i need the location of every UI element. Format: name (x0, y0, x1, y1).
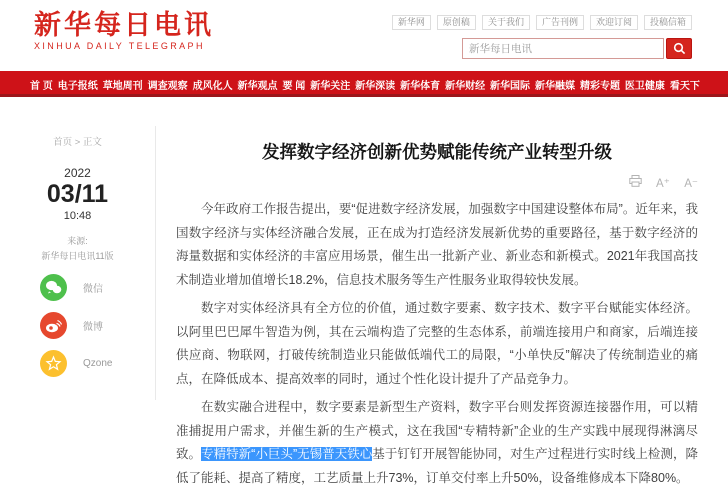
site-logo-subtitle: XINHUA DAILY TELEGRAPH (34, 41, 205, 51)
top-link-original[interactable]: 原创稿 (437, 15, 476, 30)
top-link-about[interactable]: 关于我们 (482, 15, 530, 30)
nav-item-xinhua-views[interactable]: 新华观点 (237, 80, 278, 92)
share-wechat-label: 微信 (83, 284, 103, 295)
weibo-icon (40, 312, 67, 339)
nav-item-xinhua-focus[interactable]: 新华关注 (310, 80, 351, 92)
article-body (176, 198, 698, 490)
nav-item-special-topics[interactable]: 精彩专题 (579, 80, 620, 92)
print-button[interactable] (629, 175, 642, 190)
paragraph-1: 今年政府工作报告提出，要“促进数字经济发展，加强数字中国建设整体布局”。近年来，我国数字经济与实体经济融合发展，正在成为打造经济发展新优势的重要路径，基于数字经济的海量数据和实体经济的丰富应用场景，催生出一批新产业、新业态和新模式。2021年我国高技术制造业增加值增长18.2%，信息技术服务等生产性服务业取得较快发展。 (176, 202, 698, 287)
share-wechat-button[interactable] (40, 274, 155, 301)
nav-item-home[interactable]: 首 页 (30, 80, 53, 92)
share-weibo-label: 微博 (83, 322, 103, 333)
article-main (176, 140, 698, 495)
paragraph-3 (176, 396, 698, 490)
wechat-icon (40, 274, 67, 301)
nav-item-caodi-weekly[interactable]: 草地周刊 (102, 80, 143, 92)
article-title: 发挥数字经济创新优势赋能传统产业转型升级 (262, 142, 612, 162)
article-tools (176, 174, 698, 190)
font-decrease-button[interactable]: A⁻ (684, 177, 698, 190)
qzone-star-icon (40, 350, 67, 377)
search-bar (462, 38, 692, 59)
breadcrumb-home[interactable]: 首页 (53, 137, 73, 148)
search-input[interactable] (462, 38, 664, 59)
paragraph-3-selected-text[interactable]: 专精特新“小巨头”无锡普天铁心 (201, 447, 373, 461)
nav-item-top-news[interactable]: 要 闻 (282, 80, 306, 92)
nav-item-chengfenghuaren[interactable]: 成风化人 (192, 80, 233, 92)
nav-item-xinhua-sports[interactable]: 新华体育 (400, 80, 441, 92)
search-icon (673, 42, 686, 55)
share-qzone-button[interactable] (40, 350, 155, 377)
share-panel (40, 274, 155, 377)
top-link-xinhuanet[interactable]: 新华网 (392, 15, 431, 30)
site-logo[interactable] (34, 11, 214, 51)
paragraph-2: 数字对实体经济具有全方位的价值，通过数字要素、数字技术、数字平台赋能实体经济。以阿里巴巴犀牛智造为例，其在云端构造了完整的生态体系，前端连接用户和商家，后端连接供应商、物联网，打破传统制造业只能做低端代工的局限，“小单快反”解决了传统制造业的痛点，在降低成本、提高效率的同时，通过个性化设计提升了产品竞争力。 (176, 301, 698, 386)
nav-item-xinhua-intl[interactable]: 新华国际 (490, 80, 531, 92)
nav-item-survey[interactable]: 调查观察 (147, 80, 188, 92)
breadcrumb (0, 134, 155, 148)
article-time: 10:48 (63, 210, 92, 222)
share-weibo-button[interactable] (40, 312, 155, 339)
article-year: 2022 (64, 166, 91, 180)
share-qzone-label: Qzone (83, 358, 113, 369)
search-button[interactable] (666, 38, 692, 59)
top-link-contribute[interactable]: 投稿信箱 (644, 15, 692, 30)
left-rail (0, 126, 155, 388)
header-top-links (392, 15, 692, 30)
nav-item-xinhua-deepread[interactable]: 新华深读 (355, 80, 396, 92)
nav-item-xinhua-media[interactable]: 新华融媒 (535, 80, 575, 92)
source-label: 来源: (67, 236, 88, 246)
main-nav (0, 71, 728, 97)
nav-item-e-paper[interactable]: 电子报纸 (57, 80, 98, 92)
source-value: 新华每日电讯11版 (41, 251, 114, 261)
paragraph-3-after: 基于钉钉开展智能协同，对生产过程进行实时线上检测，降低了能耗、提高了精度，工艺质量上升73%，订单交付率上升50%，设备维修成本下降80%。 (176, 447, 698, 485)
breadcrumb-current: 正文 (82, 137, 102, 148)
paragraph-3-before: 在数实融合进程中，数字要素是新型生产资料，数字平台则发挥资源连接器作用，可以精准捕捉用户需求，并催生新的生产模式，这在我国“专精特新”企业的生产实践中展现得淋漓尽致。 (176, 400, 698, 461)
vertical-divider (155, 126, 156, 400)
print-icon (629, 175, 642, 187)
site-logo-title: 新华每日电讯 (34, 10, 214, 40)
font-increase-button[interactable]: A⁺ (656, 177, 670, 190)
nav-item-world[interactable]: 看天下 (669, 80, 700, 92)
top-link-subscribe[interactable]: 欢迎订阅 (590, 15, 638, 30)
breadcrumb-separator: > (74, 137, 81, 148)
nav-item-xinhua-finance[interactable]: 新华财经 (445, 80, 486, 92)
top-link-ads[interactable]: 广告刊例 (536, 15, 584, 30)
article-date: 03/11 (46, 180, 109, 208)
nav-item-health[interactable]: 医卫健康 (624, 80, 665, 92)
